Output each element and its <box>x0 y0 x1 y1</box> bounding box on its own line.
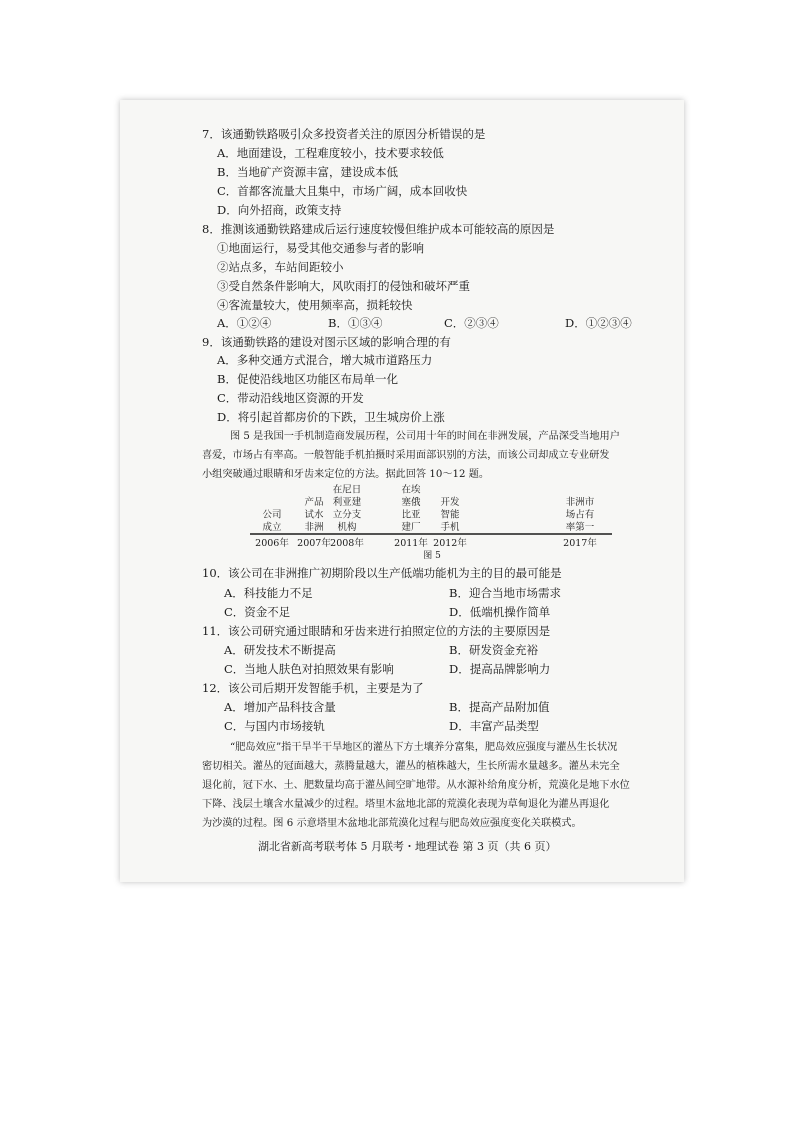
timeline-event-label: 塞俄 <box>401 497 421 508</box>
intro-line-2: 喜爱，市场占有率高。一般智能手机拍摄时采用面部识别的方法，而该公司却成立专业研发 <box>202 450 610 461</box>
q8-option-c: C．②③④ <box>444 316 499 330</box>
q10-stem: 10．该公司在非洲推广初期阶段以生产低端功能机为主的目的最可能是 <box>202 566 562 580</box>
q12-stem: 12．该公司后期开发智能手机，主要是为了 <box>202 681 424 695</box>
timeline-event-label: 智能 <box>440 509 460 521</box>
q8-option-b: B．①③④ <box>328 316 383 330</box>
q8-stem: 8．推测该通勤铁路建成后运行速度较慢但维护成本可能较高的原因是 <box>202 222 555 236</box>
page-footer: 湖北省新高考联考体 5 月联考・地理试卷 第 3 页（共 6 页） <box>258 840 557 853</box>
q7-option-d: D．向外招商，政策支持 <box>217 203 342 217</box>
timeline-year-label: 2017年 <box>563 538 597 549</box>
q9-stem: 9．该通勤铁路的建设对图示区域的影响合理的有 <box>202 335 451 349</box>
timeline-event-label: 成立 <box>262 522 282 533</box>
q11-option-a: A．研发技术不断提高 <box>224 643 336 657</box>
timeline-year-label: 2011年 <box>394 538 428 549</box>
timeline-event-label: 公司 <box>262 509 282 521</box>
q11-stem: 11．该公司研究通过眼睛和牙齿来进行拍照定位的方法的主要原因是 <box>202 624 551 638</box>
q9-option-b: B．促使沿线地区功能区布局单一化 <box>217 372 398 386</box>
q8-option-d: D．①②③④ <box>565 316 632 330</box>
q12-option-b: B．提高产品附加值 <box>449 700 550 714</box>
passage-line-3: 退化前，冠下水、土、肥数量均高于灌丛间空旷地带。从水源补给角度分析，荒漠化是地下水位 <box>202 780 630 791</box>
q12-option-d: D．丰富产品类型 <box>449 719 539 733</box>
timeline-event-label: 利亚建 <box>332 497 362 508</box>
timeline-year-label: 2007年 <box>297 538 331 549</box>
q7-option-c: C．首都客流量大且集中，市场广阔，成本回收快 <box>217 184 468 198</box>
q8-statement-4: ④客流量较大，使用频率高，损耗较快 <box>217 298 413 312</box>
passage-line-1: “肥岛效应”指干旱半干旱地区的灌丛下方土壤养分富集，肥岛效应强度与灌丛生长状况 <box>230 742 618 753</box>
timeline-event-label: 比亚 <box>401 509 421 521</box>
timeline-year-label: 2006年 <box>255 538 289 549</box>
q8-statement-2: ②站点多，车站间距较小 <box>217 260 344 274</box>
q9-option-d: D．将引起首都房价的下跌，卫生城房价上涨 <box>217 410 445 424</box>
timeline-year-label: 2008年 <box>330 538 364 549</box>
timeline-event-label: 立分支 <box>332 509 362 521</box>
q11-option-c: C．当地人肤色对拍照效果有影响 <box>224 662 394 676</box>
timeline-event-label: 手机 <box>440 522 460 533</box>
timeline-event-label: 场占有 <box>565 509 595 521</box>
passage-line-2: 密切相关。灌丛的冠面越大，蒸腾量越大，灌丛的植株越大，生长所需水量越多。灌丛未完全 <box>202 761 620 772</box>
q8-option-a: A．①②④ <box>217 316 272 330</box>
q10-option-a: A．科技能力不足 <box>224 586 313 600</box>
timeline-event-label: 开发 <box>440 497 460 508</box>
timeline-event-label: 试水 <box>304 509 324 521</box>
q10-option-c: C．资金不足 <box>224 605 291 619</box>
q12-option-c: C．与国内市场接轨 <box>224 719 325 733</box>
timeline-event-label: 机构 <box>337 522 357 533</box>
q11-option-d: D．提高品牌影响力 <box>449 662 551 676</box>
intro-line-3: 小组突破通过眼睛和牙齿来定位的方法。据此回答 10～12 题。 <box>202 469 490 480</box>
timeline-event-label: 在尼日 <box>332 484 362 496</box>
passage-line-4: 下降、浅层土壤含水量减少的过程。塔里木盆地北部的荒漠化表现为草甸退化为灌丛再退化 <box>202 799 610 810</box>
q7-option-a: A．地面建设，工程难度较小，技术要求较低 <box>217 146 444 160</box>
q7-option-b: B．当地矿产资源丰富，建设成本低 <box>217 165 398 179</box>
timeline-event-label: 建厂 <box>401 522 421 533</box>
figure5-caption: 图 5 <box>423 551 441 561</box>
passage-line-5: 为沙漠的过程。图 6 示意塔里木盆地北部荒漠化过程与肥岛效应强度变化关联模式。 <box>202 818 582 829</box>
timeline-event-label: 在埃 <box>401 484 421 496</box>
q8-statement-3: ③受自然条件影响大，风吹雨打的侵蚀和破坏严重 <box>217 279 470 293</box>
figure5-timeline <box>240 478 630 568</box>
timeline-event-label: 率第一 <box>565 522 595 533</box>
q10-option-b: B．迎合当地市场需求 <box>449 586 561 600</box>
timeline-event-label: 产品 <box>304 497 324 508</box>
q9-option-a: A．多种交通方式混合，增大城市道路压力 <box>217 353 433 367</box>
q7-stem: 7．该通勤铁路吸引众多投资者关注的原因分析错误的是 <box>202 127 486 141</box>
q9-option-c: C．带动沿线地区资源的开发 <box>217 391 364 405</box>
q12-option-a: A．增加产品科技含量 <box>224 700 336 714</box>
q8-statement-1: ①地面运行，易受其他交通参与者的影响 <box>217 241 424 255</box>
intro-line-1: 图 5 是我国一手机制造商发展历程，公司用十年的时间在非洲发展，产品深受当地用户 <box>230 431 620 442</box>
q11-option-b: B．研发资金充裕 <box>449 643 538 657</box>
timeline-event-label: 非洲市 <box>565 497 595 508</box>
timeline-event-label: 非洲 <box>304 522 324 533</box>
q10-option-d: D．低端机操作简单 <box>449 605 551 619</box>
timeline-year-label: 2012年 <box>433 538 467 549</box>
